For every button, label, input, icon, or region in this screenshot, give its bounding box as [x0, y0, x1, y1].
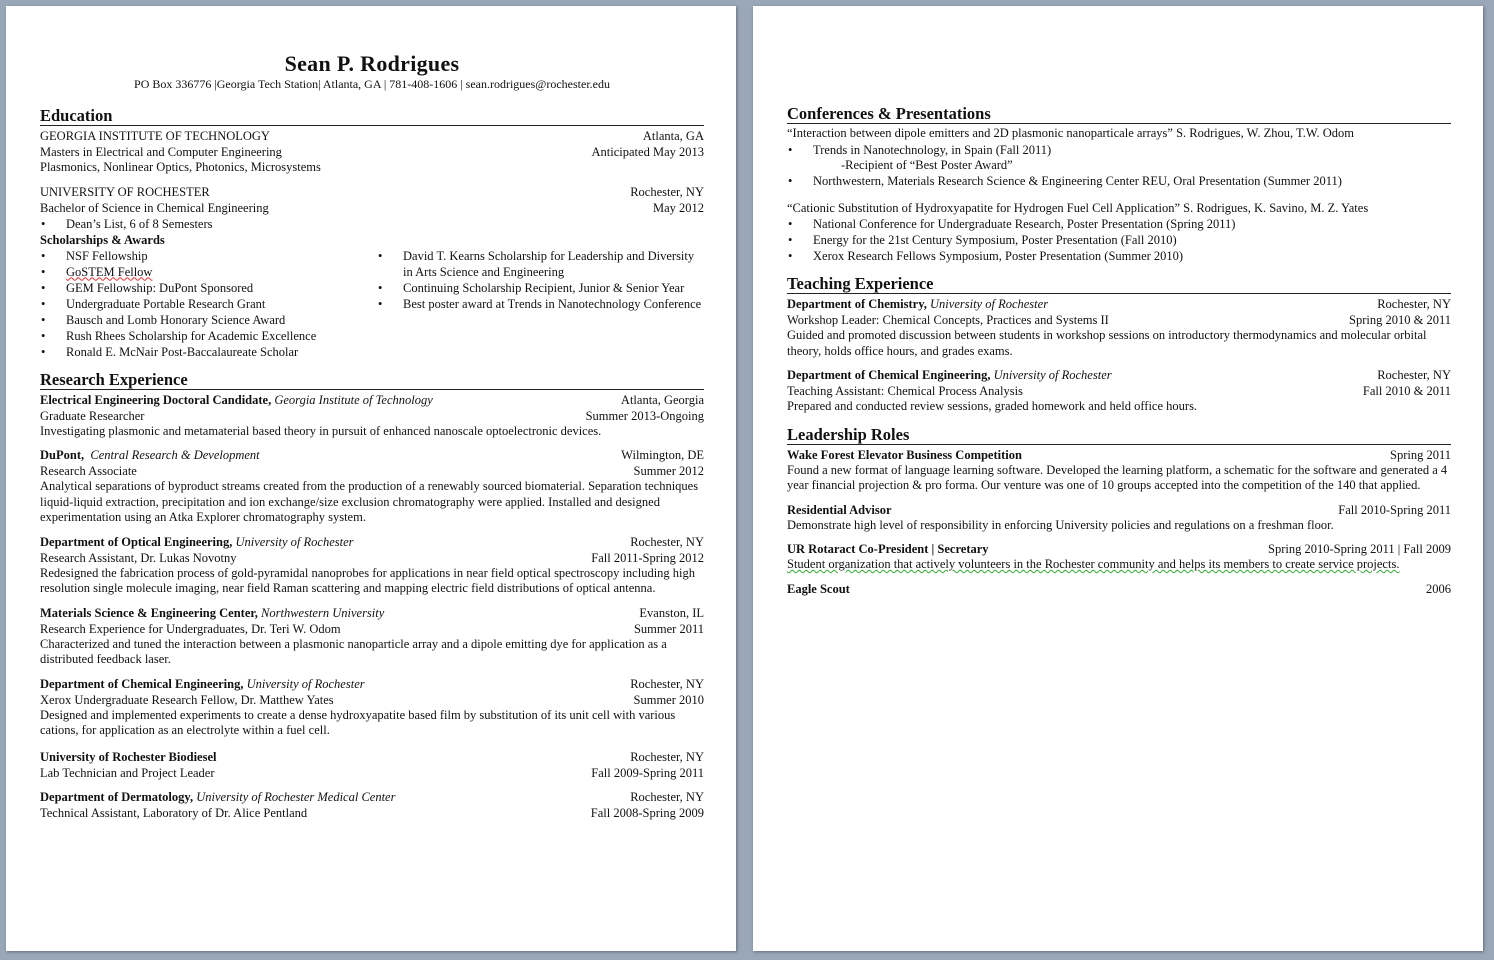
- gt-focus: Plasmonics, Nonlinear Optics, Photonics, Microsystems: [40, 160, 321, 174]
- presentation-item: • Xerox Research Fellows Symposium, Poster Presentation (Summer 2010): [787, 248, 1451, 264]
- leadership-entry: [787, 502, 1451, 534]
- research-heading: Research Experience: [40, 370, 704, 390]
- entry-inst: University of Rochester Medical Center: [196, 789, 396, 804]
- entry-date: Summer 2013-Ongoing: [585, 408, 704, 423]
- presentation-title: “Interaction between dipole emitters and 2D plasmonic nanoparticale arrays” S. Rodrigues, W. Zhou, T.W. Odom: [787, 126, 1354, 140]
- entry-org: UR Rotaract Co-President | Secretary: [787, 542, 989, 556]
- entry-location: Wilmington, DE: [621, 448, 704, 462]
- gt-degree: Masters in Electrical and Computer Engineering: [40, 145, 282, 159]
- entry-inst: University of Rochester: [235, 534, 354, 549]
- entry-date: Fall 2008-Spring 2009: [590, 805, 704, 820]
- entry-org: Department of Chemistry,: [787, 297, 927, 311]
- entry-desc: Investigating plasmonic and metamaterial based theory in pursuit of enhanced nanoscale optoelectronic devices.: [40, 423, 602, 438]
- entry-role: Teaching Assistant: Chemical Process Analysis: [787, 384, 1023, 398]
- contact-line: PO Box 336776 |Georgia Tech Station| Atlanta, GA | 781-408-1606 | sean.rodrigues@rochester.edu: [134, 77, 610, 91]
- resume-page-2: [753, 6, 1483, 951]
- award-item: [40, 264, 377, 280]
- research-entry: [40, 749, 704, 781]
- presentation-item: • Northwestern, Materials Research Science & Engineering Center REU, Oral Presentation (Summer 2011): [787, 173, 1451, 189]
- award-item: • NSF Fellowship: [40, 248, 377, 264]
- research-entry: [40, 789, 704, 821]
- entry-desc: Found a new format of language learning software. Developed the learning platform, a schematic for the software and generated a 4 year financial projection & pro forma. Our venture was one of 10 groups accepted into the competition of the 140 that applied.: [787, 462, 1448, 492]
- entry-date: Summer 2011: [633, 621, 704, 636]
- awards-columns: [40, 248, 704, 360]
- entry-date: Summer 2012: [633, 464, 704, 478]
- entry-inst: University of Rochester: [246, 676, 365, 691]
- research-entry: [40, 392, 704, 440]
- entry-org: Department of Chemical Engineering,: [40, 676, 244, 691]
- entry-role: Graduate Researcher: [40, 408, 145, 423]
- gt-school-row: [40, 128, 704, 144]
- award-item: • Undergraduate Portable Research Grant: [40, 296, 377, 312]
- entry-location: Evanston, IL: [639, 605, 704, 620]
- research-entry: [40, 676, 704, 739]
- page-1-content: [40, 6, 704, 821]
- awards-left-column: [40, 248, 377, 360]
- entry-location: Rochester, NY: [630, 676, 704, 691]
- entry-role: Lab Technician and Project Leader: [40, 765, 215, 780]
- entry-inst: University of Rochester: [930, 297, 1049, 311]
- entry-role: Workshop Leader: Chemical Concepts, Practices and Systems II: [787, 313, 1109, 327]
- resume-page-1: [6, 6, 736, 951]
- award-item: • David T. Kearns Scholarship for Leadership and Diversity in Arts Science and Engineering: [377, 248, 704, 280]
- entry-date: Fall 2010-Spring 2011: [1338, 502, 1451, 517]
- entry-org: Department of Dermatology,: [40, 789, 194, 804]
- gt-location: Atlanta, GA: [642, 129, 704, 143]
- entry-location: Rochester, NY: [630, 749, 704, 764]
- entry-desc: Guided and promoted discussion between students in workshop sessions on introductory thermodynamics and molecular orbital theory, holds office hours, and grades exams.: [787, 328, 1427, 358]
- entry-org: Electrical Engineering Doctoral Candidate,: [40, 392, 272, 407]
- entry-desc: Redesigned the fabrication process of gold-pyramidal nanoprobes for applications in near field optical spectroscopy including high resolution single molecule imaging, near field Raman scattering and mapping electric field distributions of optical antenna.: [40, 565, 696, 595]
- awards-right-column: [377, 248, 704, 360]
- ur-date: May 2012: [652, 200, 704, 215]
- research-entry: [40, 447, 704, 526]
- scholarships-heading: Scholarships & Awards: [40, 232, 165, 247]
- entry-org: Wake Forest Elevator Business Competition: [787, 447, 1022, 462]
- leadership-entry: [787, 581, 1451, 597]
- conferences-heading: Conferences & Presentations: [787, 104, 1451, 124]
- entry-org: DuPont,: [40, 448, 85, 462]
- entry-role: Technical Assistant, Laboratory of Dr. Alice Pentland: [40, 805, 308, 820]
- entry-date: Fall 2010 & 2011: [1362, 384, 1451, 398]
- research-entry: [40, 605, 704, 668]
- presentation-item: • Energy for the 21st Century Symposium, Poster Presentation (Fall 2010): [787, 232, 1451, 248]
- entry-location: Rochester, NY: [630, 789, 704, 804]
- entry-location: Atlanta, Georgia: [620, 392, 704, 407]
- entry-role: Research Experience for Undergraduates, Dr. Teri W. Odom: [40, 621, 341, 636]
- research-entry: [40, 534, 704, 597]
- entry-desc: Analytical separations of byproduct streams created from the production of a renewably sourced biomaterial. Separation techniques liquid-liquid extraction, precipitation and ion exchange/size exclusion chromatography were applied. Installed and designed experimentation using an Atka Explorer chromatography system.: [40, 479, 699, 524]
- teaching-entry: [787, 296, 1451, 359]
- gt-date: Anticipated May 2013: [591, 145, 704, 159]
- presentation-award: -Recipient of “Best Poster Award”: [841, 157, 1013, 172]
- ur-degree-row: [40, 200, 704, 216]
- leadership-entry: [787, 447, 1451, 494]
- entry-org: Department of Chemical Engineering,: [787, 368, 991, 382]
- entry-inst: Georgia Institute of Technology: [274, 392, 433, 407]
- entry-org: University of Rochester Biodiesel: [40, 749, 217, 764]
- gt-degree-row: [40, 144, 704, 160]
- entry-date: Summer 2010: [633, 692, 704, 707]
- entry-inst: Central Research & Development: [90, 448, 260, 462]
- entry-date: Fall 2011-Spring 2012: [591, 550, 704, 565]
- leadership-heading: Leadership Roles: [787, 425, 1451, 445]
- entry-desc: Designed and implemented experiments to create a dense hydroxyapatite based film by substitution of its unit cell with various cations, for application as an electrolyte within a fuel cell.: [40, 707, 676, 737]
- entry-date: Fall 2009-Spring 2011: [591, 765, 704, 780]
- education-heading: Education: [40, 106, 704, 126]
- leadership-entry: [787, 541, 1451, 573]
- ur-degree: Bachelor of Science in Chemical Engineering: [40, 200, 269, 215]
- ur-location: Rochester, NY: [630, 184, 704, 199]
- resume-name: Sean P. Rodrigues: [284, 51, 460, 76]
- award-item: • Ronald E. McNair Post-Baccalaureate Scholar: [40, 344, 377, 360]
- entry-date: Spring 2010 & 2011: [1349, 313, 1451, 327]
- award-item: • GEM Fellowship: DuPont Sponsored: [40, 280, 377, 296]
- presentation-item: • Trends in Nanotechnology, in Spain (Fall 2011): [787, 142, 1451, 158]
- gt-school: GEORGIA INSTITUTE OF TECHNOLOGY: [40, 129, 270, 143]
- award-item: • Continuing Scholarship Recipient, Junior & Senior Year: [377, 280, 704, 296]
- entry-inst: University of Rochester: [993, 368, 1112, 382]
- entry-role: Research Assistant, Dr. Lukas Novotny: [40, 550, 237, 565]
- entry-role: Research Associate: [40, 464, 137, 478]
- entry-org: Residential Advisor: [787, 502, 892, 517]
- award-item: • Rush Rhees Scholarship for Academic Excellence: [40, 328, 377, 344]
- presentation-title: “Cationic Substitution of Hydroxyapatite for Hydrogen Fuel Cell Application” S. Rodrigues, K. Savino, M. Z. Yates: [787, 200, 1369, 215]
- entry-inst: Northwestern University: [261, 605, 385, 620]
- award-item: • Bausch and Lomb Honorary Science Award: [40, 312, 377, 328]
- entry-role: Xerox Undergraduate Research Fellow, Dr. Matthew Yates: [40, 692, 334, 707]
- award-item: • Best poster award at Trends in Nanotechnology Conference: [377, 296, 704, 312]
- page-2-content: [787, 104, 1451, 597]
- entry-location: Rochester, NY: [1377, 297, 1451, 311]
- ur-school: UNIVERSITY OF ROCHESTER: [40, 184, 210, 199]
- entry-date: Spring 2010-Spring 2011 | Fall 2009: [1268, 542, 1451, 556]
- entry-org: Materials Science & Engineering Center,: [40, 605, 258, 620]
- teaching-heading: Teaching Experience: [787, 274, 1451, 294]
- entry-desc: Characterized and tuned the interaction between a plasmonic nanoparticle array and a dipole emitting dye for application as a distributed feedback laser.: [40, 636, 667, 666]
- entry-desc: Prepared and conducted review sessions, graded homework and held office hours.: [787, 399, 1198, 413]
- teaching-entry: [787, 367, 1451, 415]
- entry-desc: Student organization that actively volunteers in the Rochester community and helps its members to create service projects.: [787, 557, 1400, 571]
- entry-date: 2006: [1426, 581, 1451, 596]
- deans-list: • Dean’s List, 6 of 8 Semesters: [40, 216, 704, 232]
- ur-school-row: [40, 184, 704, 200]
- entry-date: Spring 2011: [1390, 447, 1451, 462]
- award-item-text: GoSTEM Fellow: [66, 264, 153, 279]
- entry-org: Department of Optical Engineering,: [40, 534, 233, 549]
- entry-org: Eagle Scout: [787, 581, 850, 596]
- presentation-item: • National Conference for Undergraduate Research, Poster Presentation (Spring 2011): [787, 216, 1451, 232]
- entry-location: Rochester, NY: [1377, 368, 1451, 382]
- entry-desc: Demonstrate high level of responsibility in enforcing University policies and regulations on a freshman floor.: [787, 517, 1334, 532]
- entry-location: Rochester, NY: [630, 534, 704, 549]
